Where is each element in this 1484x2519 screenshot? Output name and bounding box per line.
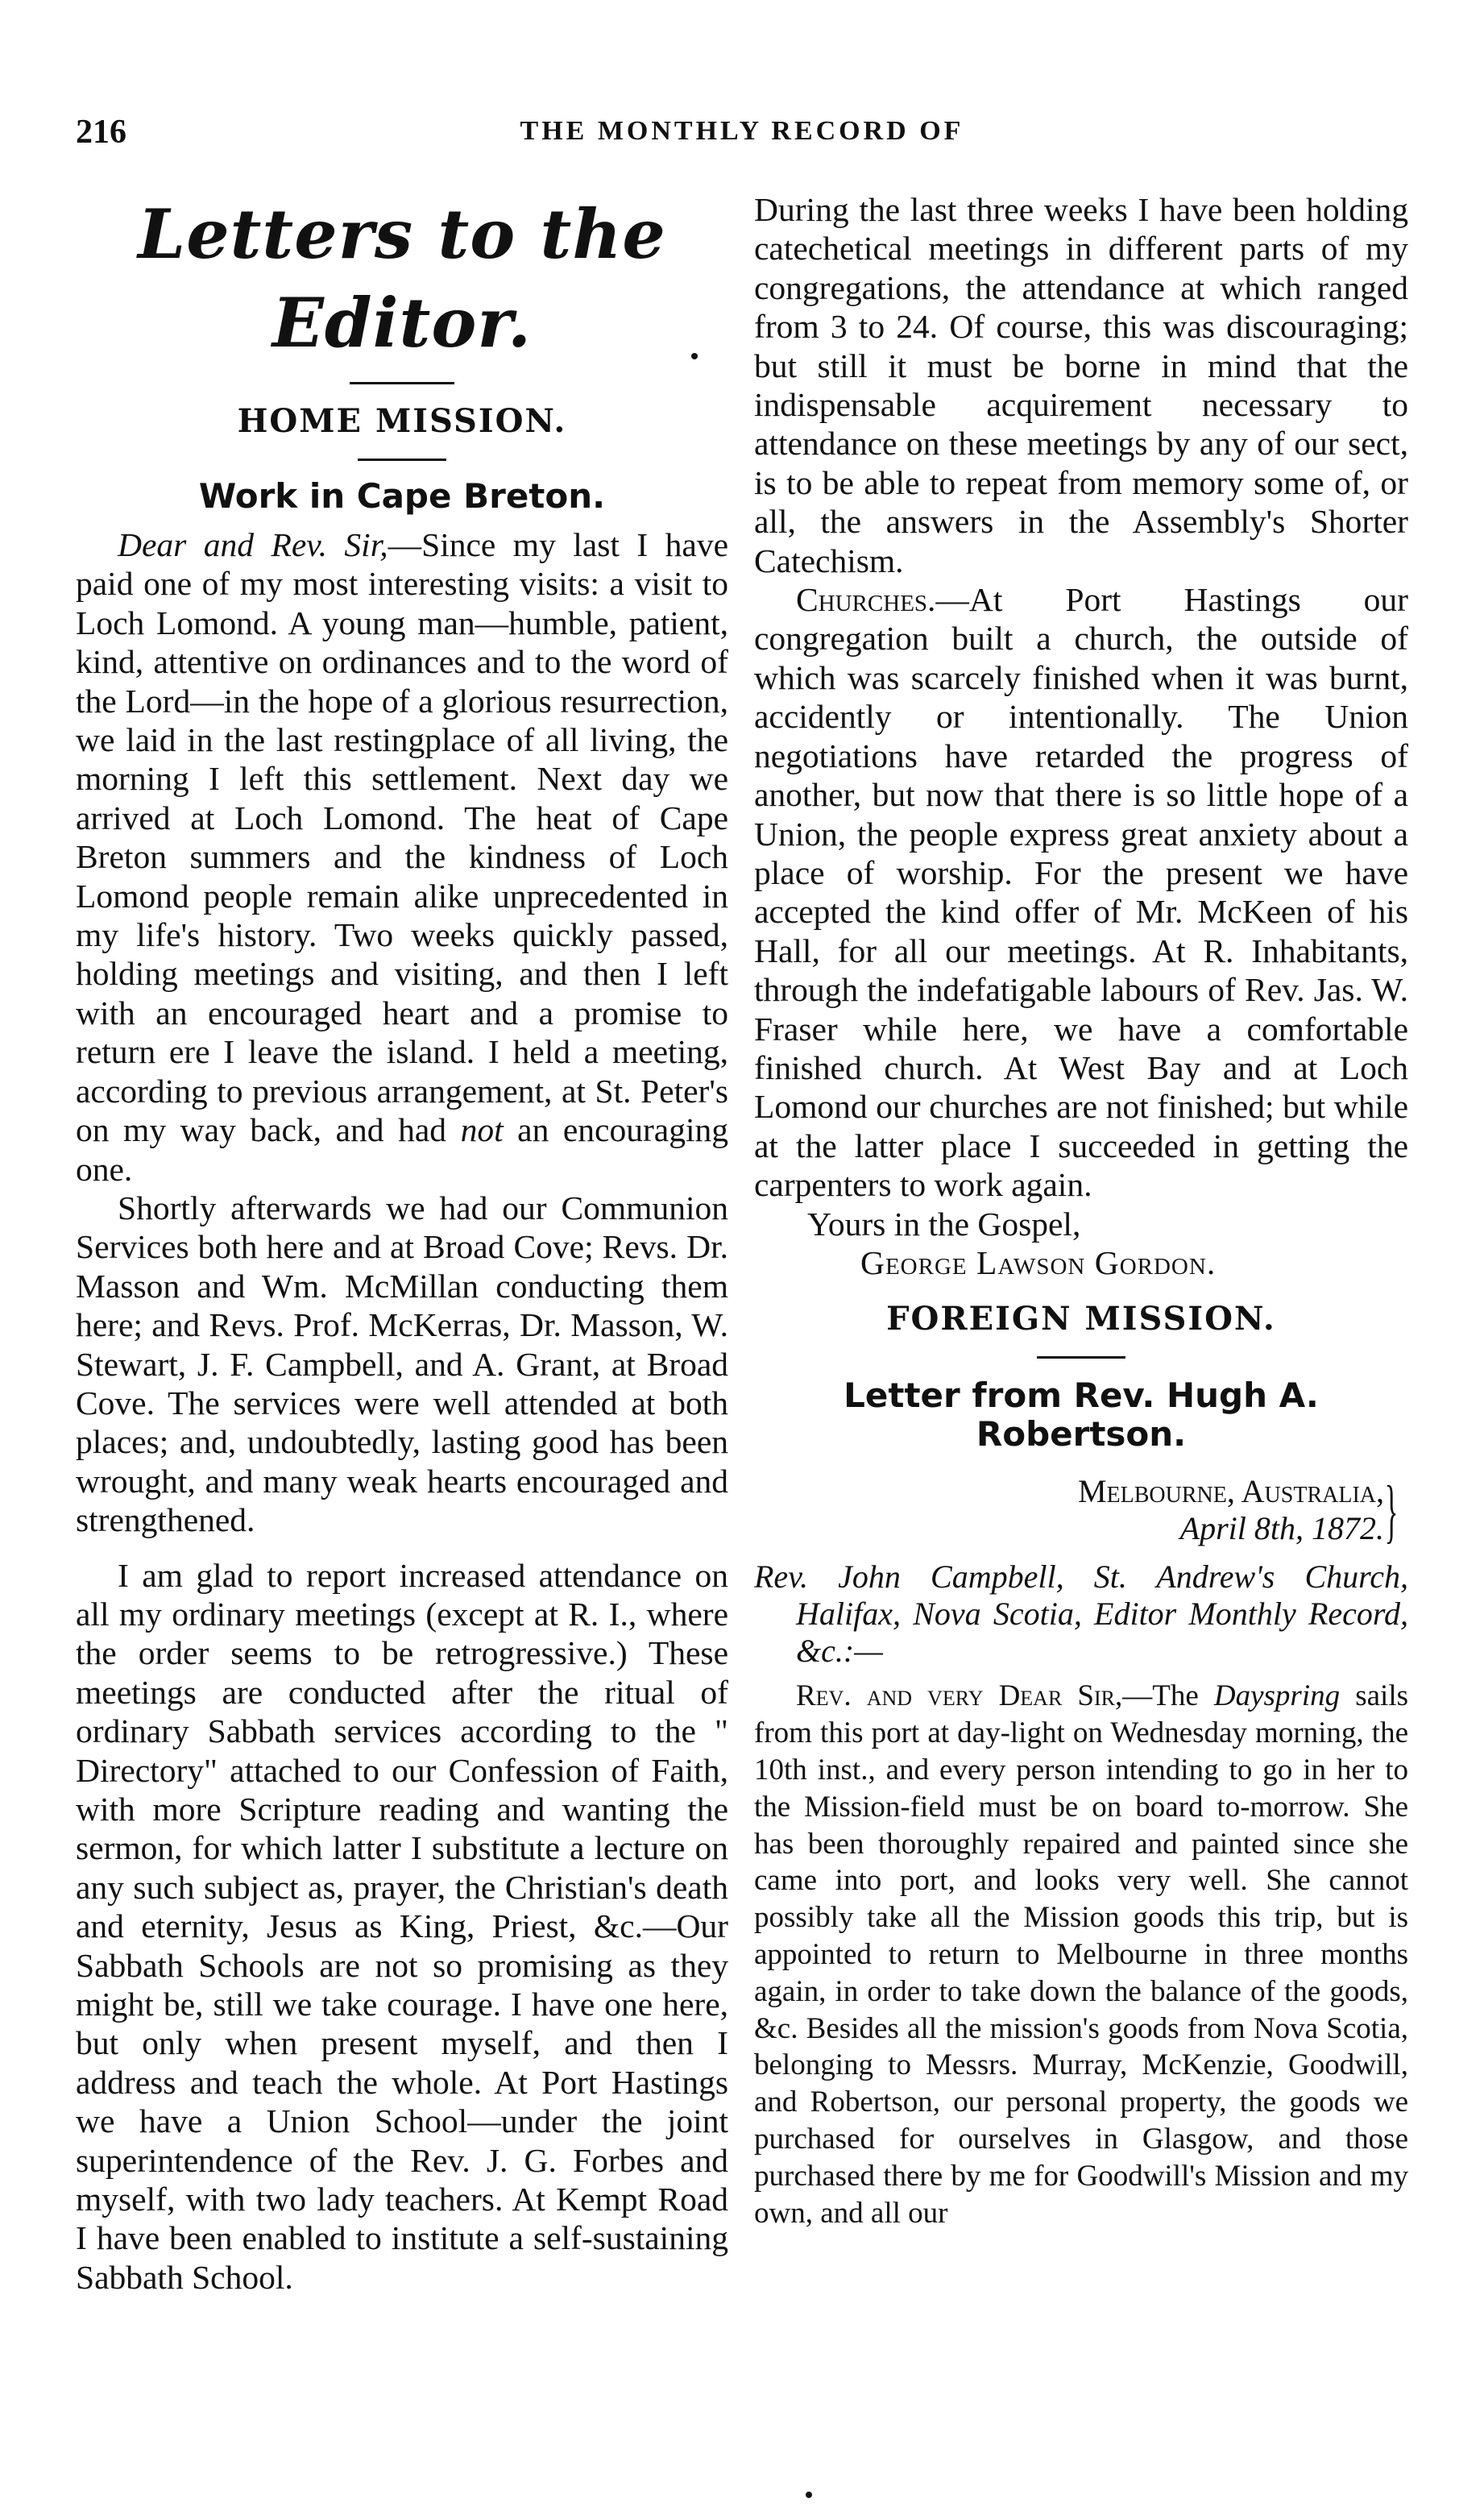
home-mission-heading: HOME MISSION. — [237, 402, 567, 440]
left-column — [76, 190, 728, 2297]
paragraph: I am glad to report increased attendance on all my ordinary meetings (except at R. I., where the order seems to be retrogressive.) These meetings are conducted after the ritual of ordinary Sabbath services according to the " Directory" attached to our Confession of Faith, with more Scripture reading and wanting the sermon, for which latter I substitute a lecture on any such subject as, prayer, the Christian's death and eternity, Jesus as King, Priest, &c.—Our Sabbath Schools are not so promising as they might be, still we take courage. I have one here, but only when present myself, and then I address and teach the whole. At Port Hastings we have a Union School—under the joint superintendence of the Rev. J. G. Forbes and myself, with two lady teachers. At Kempt Road I have been enabled to institute a self-sustaining Sabbath School. — [76, 1556, 728, 2296]
foreign-mission-heading: FOREIGN MISSION. — [886, 1300, 1276, 1338]
letter-closing: Yours in the Gospel, — [807, 1205, 1081, 1243]
paragraph-text: —At Port Hastings our congregation built a church, the outside of which was scarcely finished when it was burnt, accidently or intentionally. The Union negotiations have retarded the progress of another, but now that there is so little hope of a Union, the people express great anxiety about a place of worship. For the present we have accepted the kind offer of Mr. McKeen of his Hall, for all our meetings. At R. Inhabitants, through the indefatigable labours of Rev. Jas. W. Fraser while here, we have a comfortable finished church. At West Bay and at Loch Lomond our churches are not finished; but while at the latter place I succeeded in getting the carpenters to work again. — [754, 581, 1408, 1204]
ship-name: Dayspring — [1213, 1679, 1341, 1713]
paragraph-text: an encouraging one. — [76, 1111, 729, 1188]
paragraph: Shortly afterwards we had our Communion Services both here and at Broad Cove; Revs. Dr. Masson and Wm. McMillan conducting them here; and Revs. Prof. McKerras, Dr. Masson, W. Stewart, J. F. Campbell, and A. Grant, at Broad Cove. The services were well attended at both places; and, undoubtedly, lasting good has been wrought, and many weak hearts encouraged and strengthened. — [76, 1189, 728, 1539]
print-speck — [691, 353, 698, 359]
page-number: 216 — [76, 114, 126, 151]
dateline-date: April 8th, 1872. — [1179, 1510, 1384, 1547]
letter-signature: George Lawson Gordon. — [860, 1243, 1217, 1281]
dateline — [754, 1472, 1408, 1551]
paragraph: During the last three weeks I have been holding catechetical meetings in different parts of my congregations, the attendance at which ranged from 3 to 24. Of course, this was discouraging; but still it must be borne in mind that the indispensable acquirement necessary to attendance on these meetings by any of our sect, is to be able to repeat from memory some of, or all, the answers in the Assembly's Shorter Catechism. — [754, 191, 1408, 579]
dateline-place: Melbourne, Australia, — [1077, 1473, 1384, 1510]
churches-lead: Churches. — [796, 581, 936, 619]
journal-title: THE MONTHLY RECORD OF — [520, 116, 964, 146]
running-head — [76, 113, 1408, 161]
paragraph-text: —Since my last I have paid one of my most interesting visits: a visit to Loch Lomond. A young man—humble, patient, kind, attentive on ordinances and to the word of the Lord—in the hope of a glorious resurrection, we laid in the last restingplace of all living, the morning I left this settlement. Next day we arrived at Loch Lomond. The heat of Cape Breton summers and the kindness of Loch Lomond people remain alike unprecedented in my life's history. Two weeks quickly passed, holding meetings and visiting, and then I left with an encouraged heart and a promise to return ere I leave the island. I held a meeting, according to previous arrangement, at St. Peter's on my way back, and had — [76, 526, 728, 1149]
paragraph-text: —The — [1122, 1679, 1214, 1713]
robertson-subheading: Letter from Rev. Hugh A. Robertson. — [844, 1376, 1319, 1455]
letters-heading: Letters to the Editor. — [138, 194, 666, 363]
section-rule — [1037, 1356, 1125, 1359]
paragraph — [76, 525, 728, 1189]
addressee: Rev. John Campbell, St. Andrew's Church, Halifax, Nova Scotia, Editor Monthly Record, &c.:— — [754, 1558, 1408, 1670]
heading-rule — [350, 382, 454, 384]
salutation: Dear and Rev. Sir, — [118, 526, 388, 563]
paragraph-text: sails from this port at day-light on Wednesday morning, the 10th inst., and every person intending to go in her to the Mission-field must be on board to-morrow. She has been thoroughly repaired and painted since she came into port, and looks very well. She cannot possibly take all the Mission goods this trip, but is appointed to return to Melbourne in three months again, in order to take down the balance of the goods, &c. Besides all the mission's goods from Nova Scotia, belonging to Messrs. Murray, McKenzie, Goodwill, and Robertson, our personal property, the goods we purchased for ourselves in Glasgow, and those purchased there by me for Goodwill's Mission and my own, and all our — [754, 1679, 1408, 2230]
emphasis: not — [460, 1111, 504, 1149]
section-rule — [358, 459, 446, 461]
paragraph — [754, 580, 1408, 1205]
print-speck — [806, 2492, 812, 2498]
right-column — [754, 190, 1408, 2231]
cape-breton-subheading: Work in Cape Breton. — [198, 476, 606, 516]
letter-salutation: Rev. and very Dear Sir, — [796, 1679, 1123, 1713]
paragraph — [754, 1678, 1408, 2231]
brace-glyph: } — [1384, 1472, 1399, 1551]
